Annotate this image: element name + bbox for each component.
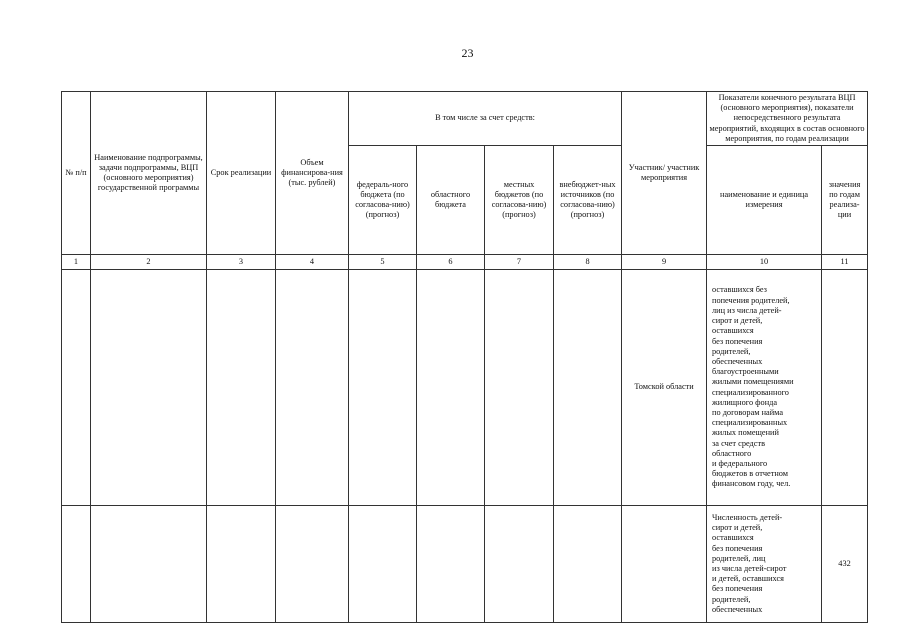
column-number: 3 [207, 255, 276, 270]
cell-participant [622, 506, 707, 623]
column-number: 8 [554, 255, 622, 270]
cell-local [485, 270, 554, 506]
cell-num [62, 270, 91, 506]
column-number: 1 [62, 255, 91, 270]
cell-indicator-value [822, 270, 868, 506]
cell-regional [417, 270, 485, 506]
header-incl-sources: В том числе за счет средств: [349, 92, 622, 146]
header-indicator-name: наименование и единица измерения [707, 146, 822, 255]
column-number: 6 [417, 255, 485, 270]
header-volume: Объем финансирова-ния (тыс. рублей) [276, 92, 349, 255]
cell-federal [349, 506, 417, 623]
header-indicators: Показатели конечного результата ВЦП (основного мероприятия), показатели непосредственного результата мероприятий, входящих в состав основного мероприятия, по годам реализации [707, 92, 868, 146]
table-row [62, 270, 868, 506]
cell-name [91, 506, 207, 623]
header-row-1 [62, 92, 868, 146]
table-row [62, 506, 868, 623]
cell-name [91, 270, 207, 506]
cell-num [62, 506, 91, 623]
header-local: местных бюджетов (по согласова-нию) (прогноз) [485, 146, 554, 255]
column-number: 7 [485, 255, 554, 270]
header-num: № п/п [62, 92, 91, 255]
cell-indicator-name: Численность детей- сирот и детей, оставшихся без попечения родителей, лиц из числа детей-сирот и детей, оставшихся без попечения родителей, обеспеченных [707, 506, 822, 623]
header-participant: Участник/ участник мероприятия [622, 92, 707, 255]
header-regional: областного бюджета [417, 146, 485, 255]
cell-indicator-value: 432 [822, 506, 868, 623]
column-number: 9 [622, 255, 707, 270]
cell-regional [417, 506, 485, 623]
program-table [61, 91, 868, 623]
column-number: 2 [91, 255, 207, 270]
cell-term [207, 506, 276, 623]
cell-extrabudget [554, 506, 622, 623]
column-number: 10 [707, 255, 822, 270]
page-number: 23 [461, 46, 474, 60]
cell-volume [276, 270, 349, 506]
column-number: 11 [822, 255, 868, 270]
cell-federal [349, 270, 417, 506]
column-number: 4 [276, 255, 349, 270]
header-federal: федераль-ного бюджета (по согласова-нию) (прогноз) [349, 146, 417, 255]
header-indicator-value: значения по годам реализа-ции [822, 146, 868, 255]
column-number: 5 [349, 255, 417, 270]
cell-term [207, 270, 276, 506]
cell-extrabudget [554, 270, 622, 506]
cell-participant: Томской области [622, 270, 707, 506]
column-number-row [62, 255, 868, 270]
cell-indicator-name: оставшихся без попечения родителей, лиц из числа детей- сирот и детей, оставшихся без попечения родителей, обеспеченных благоустроенными жилыми помещениями специализированного жилищного фонда по договорам найма специализированных жилых помещений за счет средств областного и федерального бюджетов в отчетном финансовом году, чел. [707, 270, 822, 506]
header-term: Срок реализации [207, 92, 276, 255]
cell-volume [276, 506, 349, 623]
header-extrabudget: внебюджет-ных источников (по согласова-нию) (прогноз) [554, 146, 622, 255]
header-name: Наименование подпрограммы, задачи подпрограммы, ВЦП (основного мероприятия) государственной программы [91, 92, 207, 255]
cell-local [485, 506, 554, 623]
